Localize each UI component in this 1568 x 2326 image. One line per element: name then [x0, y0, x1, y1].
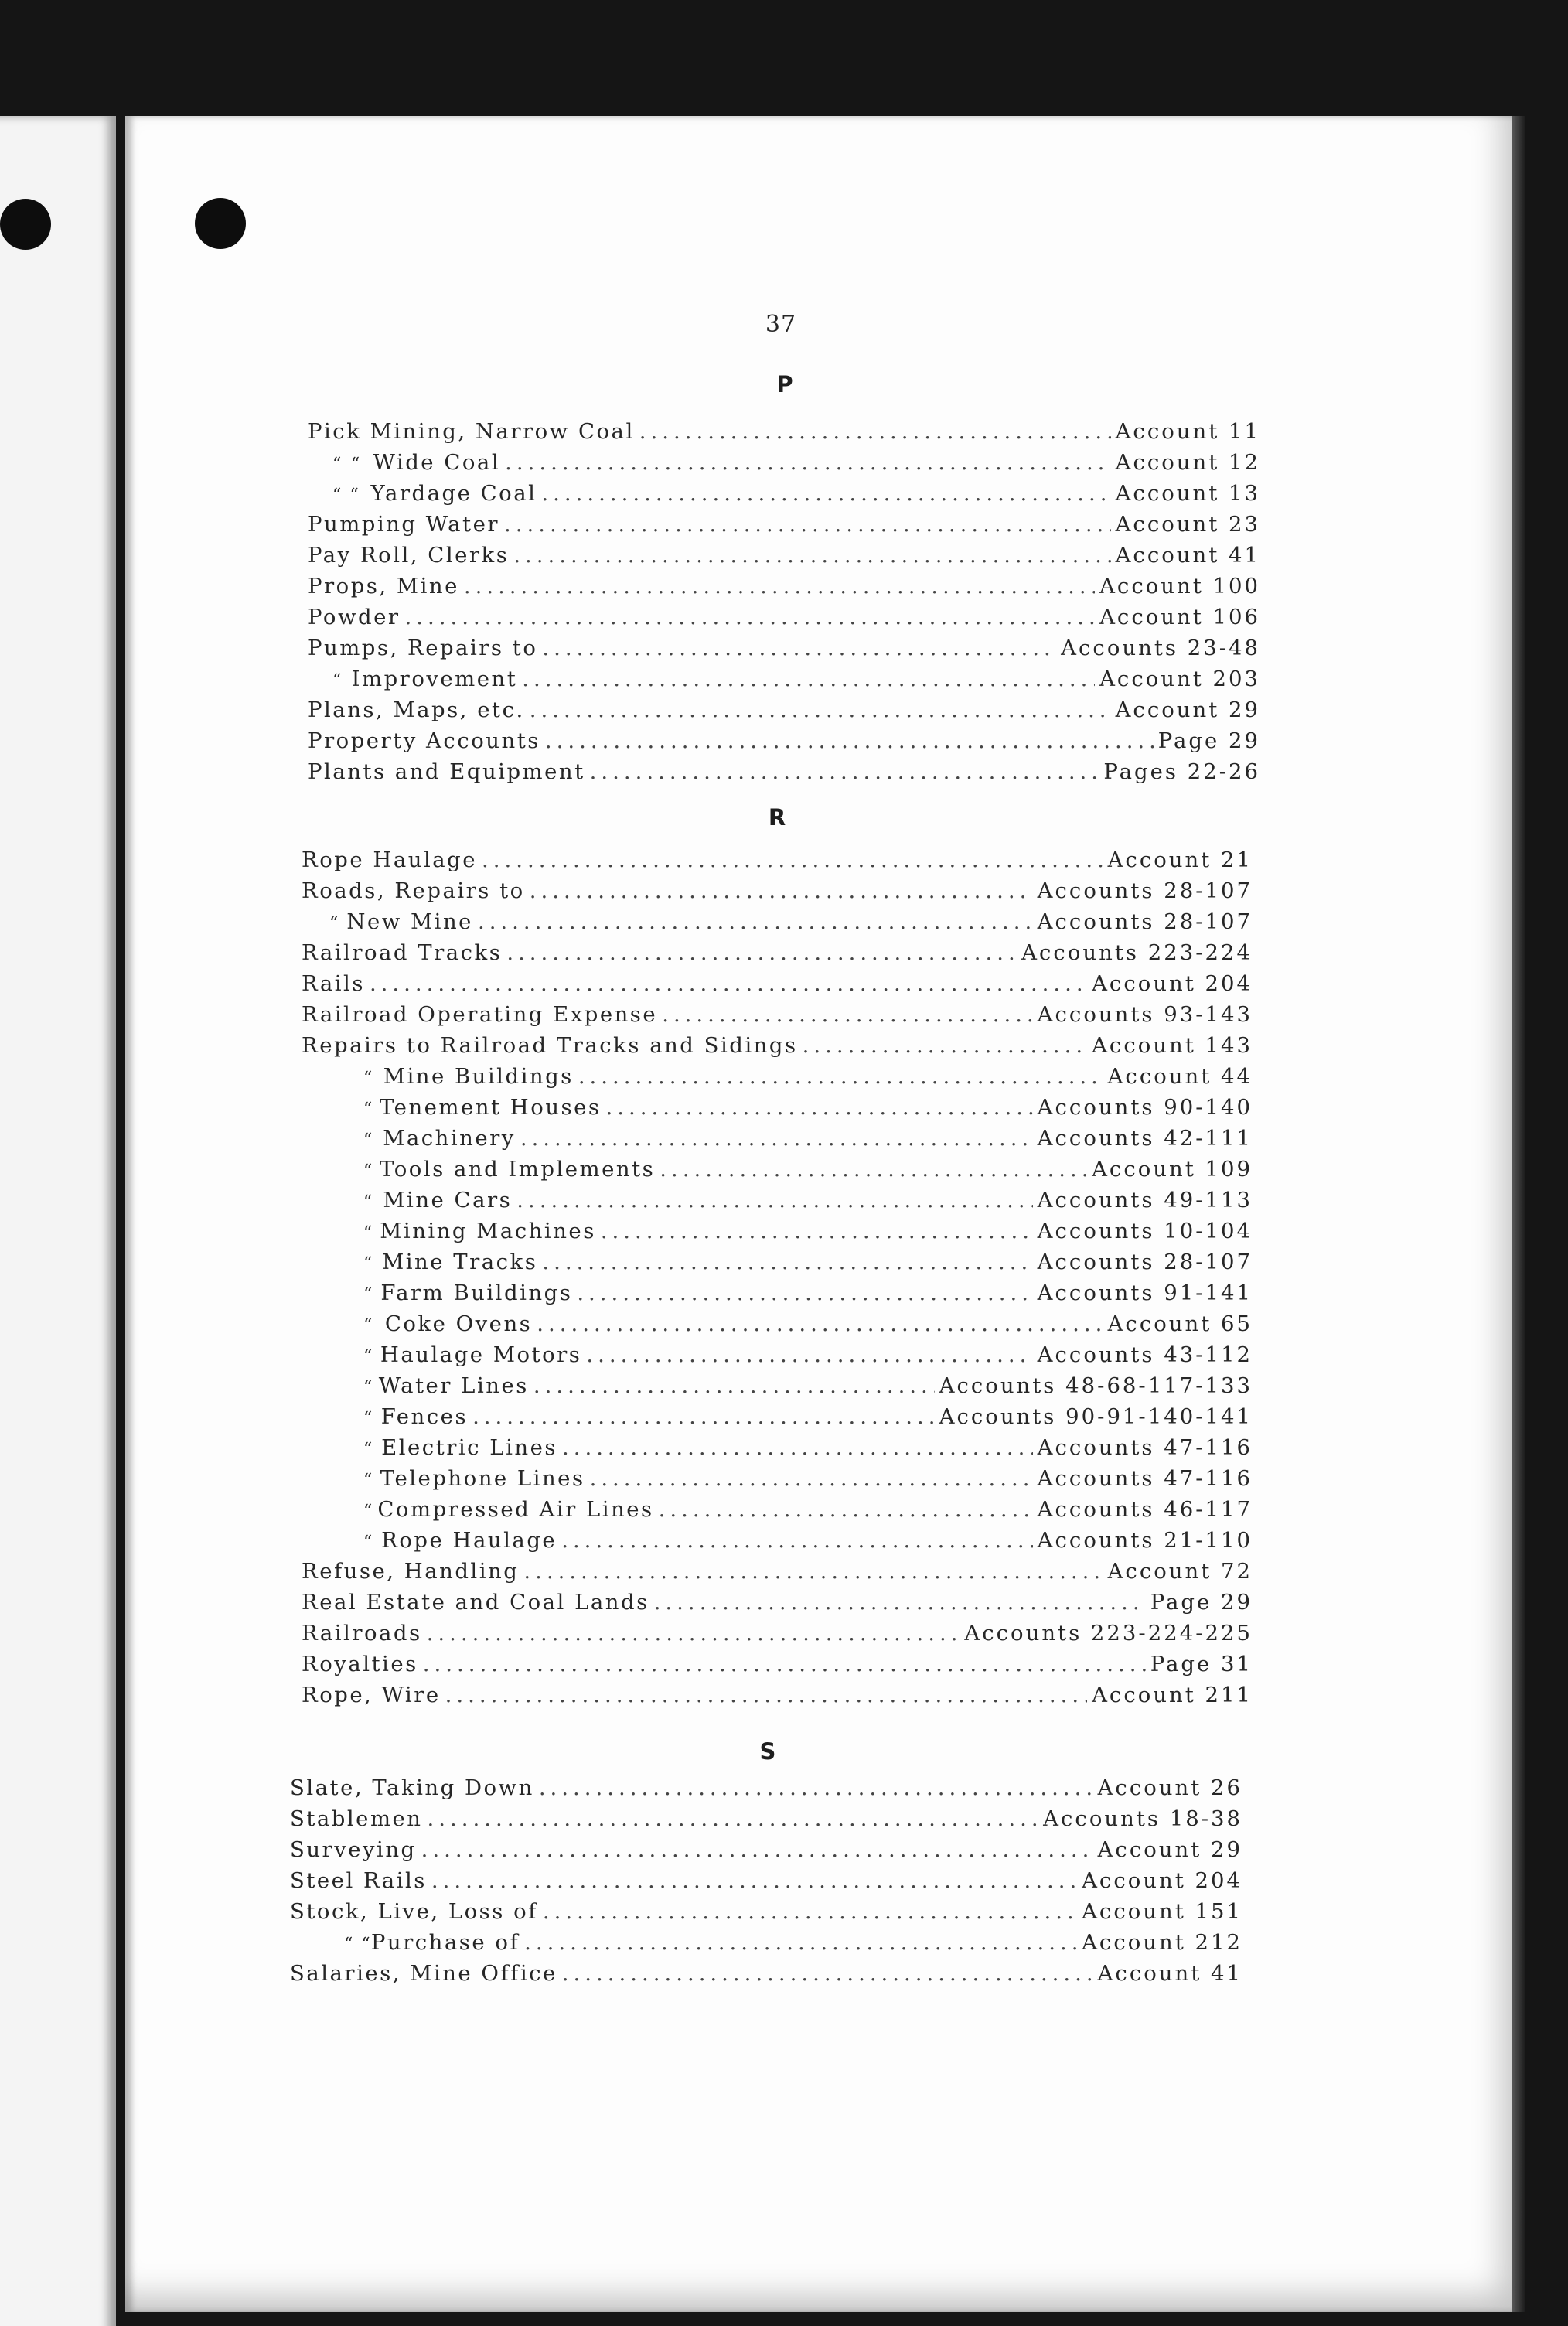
entry-label: Mining Machines [380, 1219, 596, 1243]
entry-reference: Account 212 [1082, 1930, 1242, 1955]
entry-reference: Accounts 28-107 [1037, 878, 1253, 903]
ditto-mark: “ [363, 1285, 373, 1305]
dot-leader [427, 1618, 960, 1649]
entry-label: Property Accounts [308, 728, 540, 753]
dot-leader [639, 416, 1111, 447]
entry-label: Repairs to Railroad Tracks and Sidings [302, 1033, 798, 1058]
entry-reference: Account 72 [1107, 1559, 1253, 1584]
entry-label: Rope Haulage [302, 848, 478, 872]
ditto-mark: “ [329, 914, 339, 933]
index-entry [308, 663, 1260, 694]
entry-reference: Account 203 [1099, 667, 1260, 691]
index-entry [290, 1772, 1242, 1803]
ditto-mark: “ [363, 1440, 373, 1459]
dot-leader [464, 571, 1095, 602]
index-entry [302, 1277, 1253, 1308]
entry-label: Farm Buildings [380, 1281, 573, 1305]
page-number: 37 [765, 311, 797, 338]
entry-label: Haulage Motors [380, 1342, 582, 1367]
dot-leader [505, 447, 1110, 478]
dot-leader [542, 1247, 1032, 1277]
entry-reference: Accounts 46-117 [1037, 1497, 1253, 1522]
entry-reference: Account 44 [1107, 1064, 1253, 1089]
index-entry [302, 1092, 1253, 1123]
entry-label: Surveying [290, 1837, 417, 1862]
dot-leader [520, 1123, 1033, 1154]
ditto-mark: “ [363, 1100, 373, 1119]
index-entry [308, 633, 1260, 663]
entry-reference: Account 21 [1107, 848, 1253, 872]
ditto-mark: “ [332, 671, 342, 691]
section-heading-s: S [759, 1738, 776, 1765]
entry-reference: Accounts 90-140 [1037, 1095, 1253, 1120]
entry-reference: Accounts 93-143 [1037, 1002, 1253, 1027]
section-heading-p: P [776, 371, 793, 397]
dot-leader [523, 1556, 1103, 1587]
ditto-mark: “ [363, 1347, 373, 1366]
entry-reference: Account 65 [1107, 1311, 1253, 1336]
dot-leader [445, 1680, 1087, 1710]
entry-label: Machinery [383, 1126, 516, 1151]
ditto-mark: “ [363, 1131, 373, 1150]
ditto-mark: “ [344, 1935, 353, 1954]
dot-leader [537, 1308, 1103, 1339]
dot-leader [542, 633, 1056, 663]
index-entry [302, 1649, 1253, 1680]
entry-label: Rails [302, 971, 365, 996]
index-entry [290, 1896, 1242, 1927]
entry-label: Rope Haulage [381, 1528, 557, 1553]
dot-leader [606, 1092, 1033, 1123]
ditto-mark: “ [332, 486, 342, 505]
entry-reference: Accounts 28-107 [1037, 909, 1253, 934]
index-entry [302, 937, 1253, 968]
index-entry [308, 571, 1260, 602]
entry-label: Real Estate and Coal Lands [302, 1590, 649, 1615]
ditto-mark: “ [332, 455, 342, 474]
dot-leader [601, 1216, 1033, 1247]
entry-label: Plants and Equipment [308, 759, 585, 784]
index-entry [290, 1927, 1242, 1958]
dot-leader [370, 968, 1087, 999]
entry-reference: Accounts 21-110 [1037, 1528, 1253, 1553]
entry-reference: Account 109 [1092, 1157, 1253, 1182]
dot-leader [530, 694, 1111, 725]
entry-label: Water Lines [378, 1373, 529, 1398]
index-entry [302, 1216, 1253, 1247]
entry-label: Powder [308, 605, 401, 629]
entry-reference: Page 29 [1157, 728, 1260, 753]
entry-reference: Accounts 49-113 [1037, 1188, 1253, 1212]
index-entry [308, 602, 1260, 633]
dot-leader [421, 1834, 1093, 1865]
entry-reference: Account 41 [1097, 1961, 1242, 1986]
dot-leader [533, 1370, 935, 1401]
index-entry [302, 1556, 1253, 1587]
dot-leader [522, 663, 1095, 694]
entry-reference: Accounts 18-38 [1043, 1806, 1242, 1831]
entry-reference: Accounts 23-48 [1061, 636, 1260, 660]
ditto-mark: “ [363, 1069, 373, 1088]
entry-reference: Account 11 [1115, 419, 1260, 444]
index-entry [308, 447, 1260, 478]
dot-leader [472, 1401, 935, 1432]
dot-leader [590, 1463, 1033, 1494]
entry-label: Refuse, Handling [302, 1559, 520, 1584]
entry-label: Compressed Air Lines [377, 1497, 654, 1522]
index-entry [302, 1525, 1253, 1556]
index-entry [302, 968, 1253, 999]
entry-label: Wide Coal [373, 450, 501, 475]
dot-leader [654, 1587, 1146, 1618]
index-entry [302, 1494, 1253, 1525]
index-entry [290, 1958, 1242, 1989]
entry-label: Tenement Houses [379, 1095, 602, 1120]
index-entry [308, 694, 1260, 725]
index-entry [302, 1401, 1253, 1432]
index-entry [302, 1463, 1253, 1494]
entry-reference: Account 204 [1082, 1868, 1242, 1893]
index-entry [302, 1061, 1253, 1092]
entry-reference: Accounts 91-141 [1037, 1281, 1253, 1305]
index-entry [290, 1834, 1242, 1865]
entry-label: Telephone Lines [380, 1466, 585, 1491]
dot-leader [506, 937, 1017, 968]
entry-reference: Account 29 [1115, 697, 1260, 722]
ditto-mark: “ [363, 1254, 373, 1274]
entry-reference: Account 100 [1099, 574, 1260, 599]
entry-label: Plans, Maps, etc. [308, 697, 525, 722]
entry-reference: Accounts 223-224-225 [964, 1621, 1253, 1646]
index-entry [302, 875, 1253, 906]
index-entry [302, 1308, 1253, 1339]
dot-leader [561, 1525, 1032, 1556]
index-entry [308, 540, 1260, 571]
entry-label: Steel Rails [290, 1868, 427, 1893]
ditto-mark: “ [363, 1161, 373, 1181]
dot-leader [524, 1927, 1077, 1958]
entry-reference: Page 31 [1150, 1652, 1253, 1676]
index-entry [308, 416, 1260, 447]
entry-reference: Account 143 [1092, 1033, 1253, 1058]
dot-leader [660, 1154, 1087, 1185]
ditto-mark: “ [363, 1223, 373, 1243]
entry-label: Pay Roll, Clerks [308, 543, 510, 568]
entry-label: Improvement [351, 667, 518, 691]
ditto-mark: “ [363, 1471, 373, 1490]
entry-reference: Account 204 [1092, 971, 1253, 996]
index-entry [302, 906, 1253, 937]
entry-reference: Account 12 [1115, 450, 1261, 475]
dot-leader [539, 1772, 1093, 1803]
entry-reference: Accounts 223-224 [1021, 940, 1253, 965]
entry-label: Tools and Implements [380, 1157, 656, 1182]
index-entry [308, 478, 1260, 509]
dot-leader [586, 1339, 1032, 1370]
entry-label: Rope, Wire [302, 1683, 441, 1707]
entry-label: Railroad Operating Expense [302, 1002, 658, 1027]
dot-leader [562, 1958, 1093, 1989]
entry-reference: Accounts 10-104 [1037, 1219, 1253, 1243]
ditto-mark: “ [361, 1935, 370, 1954]
dot-leader [513, 540, 1110, 571]
ditto-mark: “ [350, 455, 360, 474]
entry-reference: Account 151 [1082, 1899, 1242, 1924]
entry-label: Pick Mining, Narrow Coal [308, 419, 635, 444]
dot-leader [405, 602, 1096, 633]
entry-reference: Accounts 42-111 [1037, 1126, 1253, 1151]
dot-leader [478, 906, 1033, 937]
section-list-r [302, 844, 1253, 1710]
entry-reference: Accounts 47-116 [1037, 1435, 1253, 1460]
index-entry [308, 725, 1260, 756]
entry-label: Salaries, Mine Office [290, 1961, 557, 1986]
entry-reference: Accounts 90-91-140-141 [939, 1404, 1253, 1429]
dot-leader [504, 509, 1111, 540]
ditto-mark: “ [349, 486, 359, 505]
ditto-mark: “ [363, 1409, 373, 1428]
entry-reference: Account 29 [1097, 1837, 1242, 1862]
dot-leader [428, 1803, 1039, 1834]
entry-reference: Account 23 [1115, 512, 1260, 537]
ditto-mark: “ [363, 1378, 373, 1397]
entry-reference: Account 41 [1115, 543, 1260, 568]
entry-reference: Accounts 48-68-117-133 [939, 1373, 1253, 1398]
entry-label: Mine Tracks [382, 1250, 538, 1274]
ditto-mark: “ [363, 1316, 373, 1335]
index-entry [302, 1123, 1253, 1154]
entry-label: Purchase of [370, 1930, 520, 1955]
entry-label: Railroad Tracks [302, 940, 503, 965]
entry-reference: Page 29 [1150, 1590, 1253, 1615]
index-entry [302, 1154, 1253, 1185]
ditto-mark: “ [363, 1533, 373, 1552]
entry-reference: Pages 22-26 [1103, 759, 1260, 784]
entry-label: Stablemen [290, 1806, 423, 1831]
entry-label: Railroads [302, 1621, 422, 1646]
entry-label: New Mine [346, 909, 473, 934]
section-heading-r: R [768, 804, 786, 830]
section-list-p [308, 416, 1260, 787]
dot-leader [662, 999, 1032, 1030]
index-entry [302, 1339, 1253, 1370]
index-entry [302, 1030, 1253, 1061]
dot-leader [516, 1185, 1032, 1216]
index-entry [290, 1865, 1242, 1896]
entry-reference: Accounts 43-112 [1037, 1342, 1253, 1367]
dot-leader [482, 844, 1103, 875]
index-entry [302, 844, 1253, 875]
entry-label: Fences [380, 1404, 469, 1429]
index-entry [302, 1432, 1253, 1463]
dot-leader [659, 1494, 1033, 1525]
index-entry [302, 1587, 1253, 1618]
dot-leader [541, 478, 1110, 509]
entry-label: Props, Mine [308, 574, 459, 599]
index-entry [308, 756, 1260, 787]
entry-reference: Account 211 [1092, 1683, 1253, 1707]
entry-label: Pumping Water [308, 512, 499, 537]
entry-reference: Account 106 [1099, 605, 1260, 629]
entry-label: Electric Lines [381, 1435, 557, 1460]
entry-label: Slate, Taking Down [290, 1775, 534, 1800]
entry-label: Roads, Repairs to [302, 878, 525, 903]
entry-label: Pumps, Repairs to [308, 636, 538, 660]
entry-label: Stock, Live, Loss of [290, 1899, 538, 1924]
dot-leader [562, 1432, 1033, 1463]
index-entry [302, 1185, 1253, 1216]
dot-leader [545, 725, 1154, 756]
index-entry [308, 509, 1260, 540]
entry-label: Coke Ovens [384, 1311, 533, 1336]
dot-leader [431, 1865, 1077, 1896]
entry-reference: Account 26 [1097, 1775, 1242, 1800]
index-entry [290, 1803, 1242, 1834]
index-entry [302, 999, 1253, 1030]
entry-label: Royalties [302, 1652, 418, 1676]
entry-reference: Account 13 [1115, 481, 1260, 506]
section-list-s [290, 1772, 1242, 1989]
index-entry [302, 1618, 1253, 1649]
dot-leader [543, 1896, 1077, 1927]
ditto-mark: “ [363, 1192, 373, 1212]
entry-label: Mine Cars [383, 1188, 513, 1212]
index-entry [302, 1247, 1253, 1277]
entry-label: Yardage Coal [370, 481, 537, 506]
index-entry [302, 1370, 1253, 1401]
index-entry [302, 1680, 1253, 1710]
dot-leader [803, 1030, 1087, 1061]
entry-label: Mine Buildings [383, 1064, 574, 1089]
dot-leader [577, 1277, 1032, 1308]
ditto-mark: “ [363, 1502, 373, 1521]
entry-reference: Accounts 47-116 [1037, 1466, 1253, 1491]
dot-leader [590, 756, 1099, 787]
entry-reference: Accounts 28-107 [1037, 1250, 1253, 1274]
dot-leader [423, 1649, 1146, 1680]
dot-leader [530, 875, 1033, 906]
dot-leader [578, 1061, 1103, 1092]
